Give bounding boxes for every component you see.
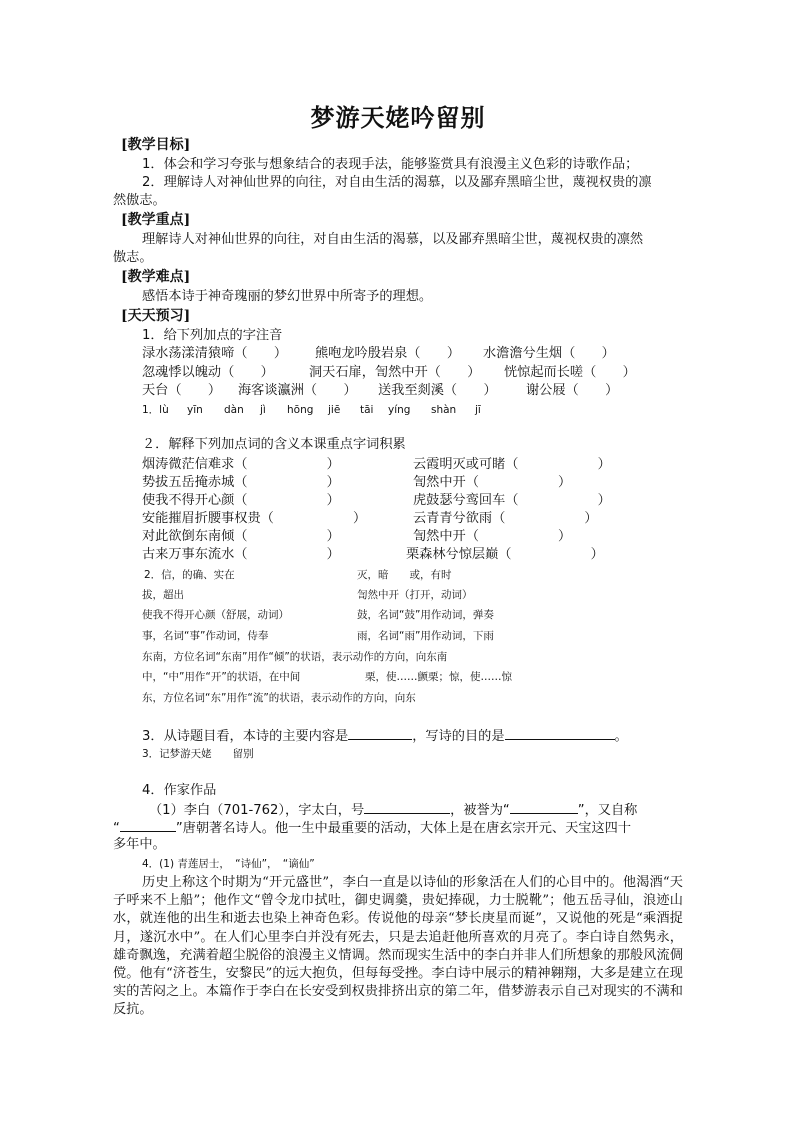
q1-item: 恍惊起而长嗟（ ） (504, 365, 636, 380)
goal-item-2-line1: 2．理解诗人对神仙世界的向往，对自由生活的渴慕，以及鄙弃黑暗尘世，蔑视权贵的凛 (142, 175, 652, 190)
difficulties-heading: [教学难点] (121, 269, 191, 285)
q3-blank-purpose[interactable] (505, 726, 615, 740)
q1-item: 谢公屐（ ） (526, 383, 619, 398)
q1-item: 天台（ ） (142, 383, 222, 398)
q2-right-item: 訇然中开（ ） (413, 475, 572, 490)
q4-blank-self-title[interactable] (120, 818, 176, 832)
q1-answer: jiē (328, 404, 341, 416)
q4-line3: 多年中。 (113, 837, 166, 852)
q4-line1 (149, 800, 637, 820)
q2-answer: 使我不得开心颜（舒展，动词） (142, 609, 289, 621)
q1-title: 1．给下列加点的字注音 (142, 328, 283, 343)
q2-left-item: 势拔五岳掩赤城（ ） (142, 475, 340, 490)
goal-item-1: 1．体会和学习夸张与想象结合的表现手法，能够鉴赏具有浪漫主义色彩的诗歌作品； (142, 157, 639, 172)
q2-left-item: 使我不得开心颜（ ） (142, 493, 340, 508)
q2-answer: 雨，名词“雨”用作动词，下雨 (357, 630, 494, 642)
difficulties-line1: 感悟本诗于神奇瑰丽的梦幻世界中所寄予的理想。 (142, 289, 433, 304)
key-points-line1: 理解诗人对神仙世界的向往，对自由生活的渴慕，以及鄙弃黑暗尘世，蔑视权贵的凛然 (142, 232, 644, 247)
q4-blank-hao[interactable] (364, 800, 450, 814)
q1-answer: yīn (187, 404, 203, 416)
q1-item: 送我至剡溪（ ） (378, 383, 497, 398)
q4-line1-b: ，被誉为“ (450, 803, 510, 818)
q4-blank-title[interactable] (510, 800, 578, 814)
q2-right-item: 虎鼓瑟兮鸾回车（ ） (413, 493, 611, 508)
q1-answer: 1．lù (142, 404, 169, 416)
q1-answer: jī (475, 404, 481, 416)
q2-left-item: 古来万事东流水（ ） (142, 547, 340, 562)
q2-answer: 灭，暗 或，有时 (357, 569, 452, 581)
q4-line2-a: “ (113, 821, 120, 836)
q2-answer: 訇然中开（打开，动词） (357, 589, 473, 601)
q1-answer: yíng (388, 404, 411, 416)
goals-heading: [教学目标] (121, 137, 191, 153)
q2-left-item: 安能摧眉折腰事权贵（ ） (142, 511, 367, 526)
q2-answer: 事，名词“事”作动词，侍奉 (142, 630, 269, 642)
q2-left-item: 烟涛微茫信难求（ ） (142, 457, 340, 472)
q1-item: 熊咆龙吟殷岩泉（ ） (315, 346, 461, 361)
q2-answer: 鼓，名词“鼓”用作动词，弹奏 (357, 609, 494, 621)
q1-answer: jì (260, 404, 266, 416)
q3-question (142, 726, 628, 746)
q1-answer: hōng (287, 404, 314, 416)
q3-middle: ，写诗的目的是 (412, 729, 505, 744)
q4-line1-c: ”，又自称 (577, 803, 638, 818)
q4-answer: 4．(1) 青莲居士， “诗仙”， “谪仙” (142, 858, 315, 870)
q1-answer: tāi (360, 404, 374, 416)
q2-right-item: 云霞明灭或可睹（ ） (413, 457, 611, 472)
q2-right-item: 栗森林兮惊层巅（ ） (406, 547, 604, 562)
q2-answer: 东南，方位名词“东南”用作“倾”的状语，表示动作的方向，向东南 (142, 651, 448, 663)
q2-title: ２．解释下列加点词的含义本课重点字词积累 (142, 437, 406, 452)
preview-heading: [天天预习] (121, 308, 191, 324)
q1-answer: dàn (224, 404, 244, 416)
q4-line1-a: （1）李白（701-762），字太白，号 (149, 803, 365, 818)
page-title: 梦游天姥吟留别 (310, 103, 486, 132)
q4-title: 4．作家作品 (142, 783, 217, 798)
q1-item: 海客谈瀛洲（ ） (238, 383, 357, 398)
q3-suffix: 。 (614, 729, 628, 744)
q2-left-item: 对此欲倒东南倾（ ） (142, 529, 340, 544)
q2-answer: 栗，使……颤栗；惊，使……惊 (365, 671, 512, 683)
q2-answer: 中，“中”用作“开”的状语，在中间 (142, 671, 301, 683)
q4-line2-b: ”唐朝著名诗人。他一生中最重要的活动，大体上是在唐玄宗开元、天宝这四十 (175, 821, 632, 836)
q3-prefix: 3．从诗题目看，本诗的主要内容是 (142, 729, 349, 744)
q3-answer: 3．记梦游天姥 留别 (142, 748, 254, 760)
key-points-line2: 傲志。 (113, 250, 153, 265)
q1-item: 水澹澹兮生烟（ ） (483, 346, 615, 361)
q2-answer: 东，方位名词“东”用作“流”的状语，表示动作的方向，向东 (142, 692, 416, 704)
q2-right-item: 訇然中开（ ） (413, 529, 572, 544)
q2-answer: 拔，超出 (142, 589, 184, 601)
q4-line2 (113, 818, 631, 838)
q2-right-item: 云青青兮欲雨（ ） (413, 511, 598, 526)
q1-item: 洞天石扉，訇然中开（ ） (309, 365, 481, 380)
q1-item: 忽魂悸以魄动（ ） (142, 365, 274, 380)
goal-item-2-line2: 然傲志。 (113, 193, 166, 208)
q2-answer: 2．信，的确、实在 (144, 569, 235, 581)
q1-item: 渌水荡漾清猿啼（ ） (142, 346, 288, 361)
q1-answer: shàn (431, 404, 457, 416)
key-points-heading: [教学重点] (121, 212, 191, 228)
q3-blank-content[interactable] (348, 726, 412, 740)
q4-paragraph: 历史上称这个时期为“开元盛世”，李白一直是以诗仙的形象活在人们的心目中的。他渴酒“天子呼来不上船”；他作文“曾令龙巾拭吐，御史调羹，贵妃捧砚，力士脱靴”；他五岳寻仙，浪迹山水，就连他的出生和逝去也染上神奇色彩。传说他的母亲“梦长庚星而诞”，又说他的死是“乘酒捉月，遂沉水中”。在人们心里李白并没有死去，只是去追赶他所喜欢的月亮了。李白诗自然隽永，雄奇飘逸，充满着超尘脱俗的浪漫主义情调。然而现实生活中的李白并非人们所想象的那般风流倜傥。他有“济苍生，安黎民”的远大抱负，但每每受挫。李白诗中展示的精神翱翔，大多是建立在现实的苦闷之上。本篇作于李白在长安受到权贵排挤出京的第二年，借梦游表示自己对现实的不满和反抗。 (113, 875, 683, 1018)
